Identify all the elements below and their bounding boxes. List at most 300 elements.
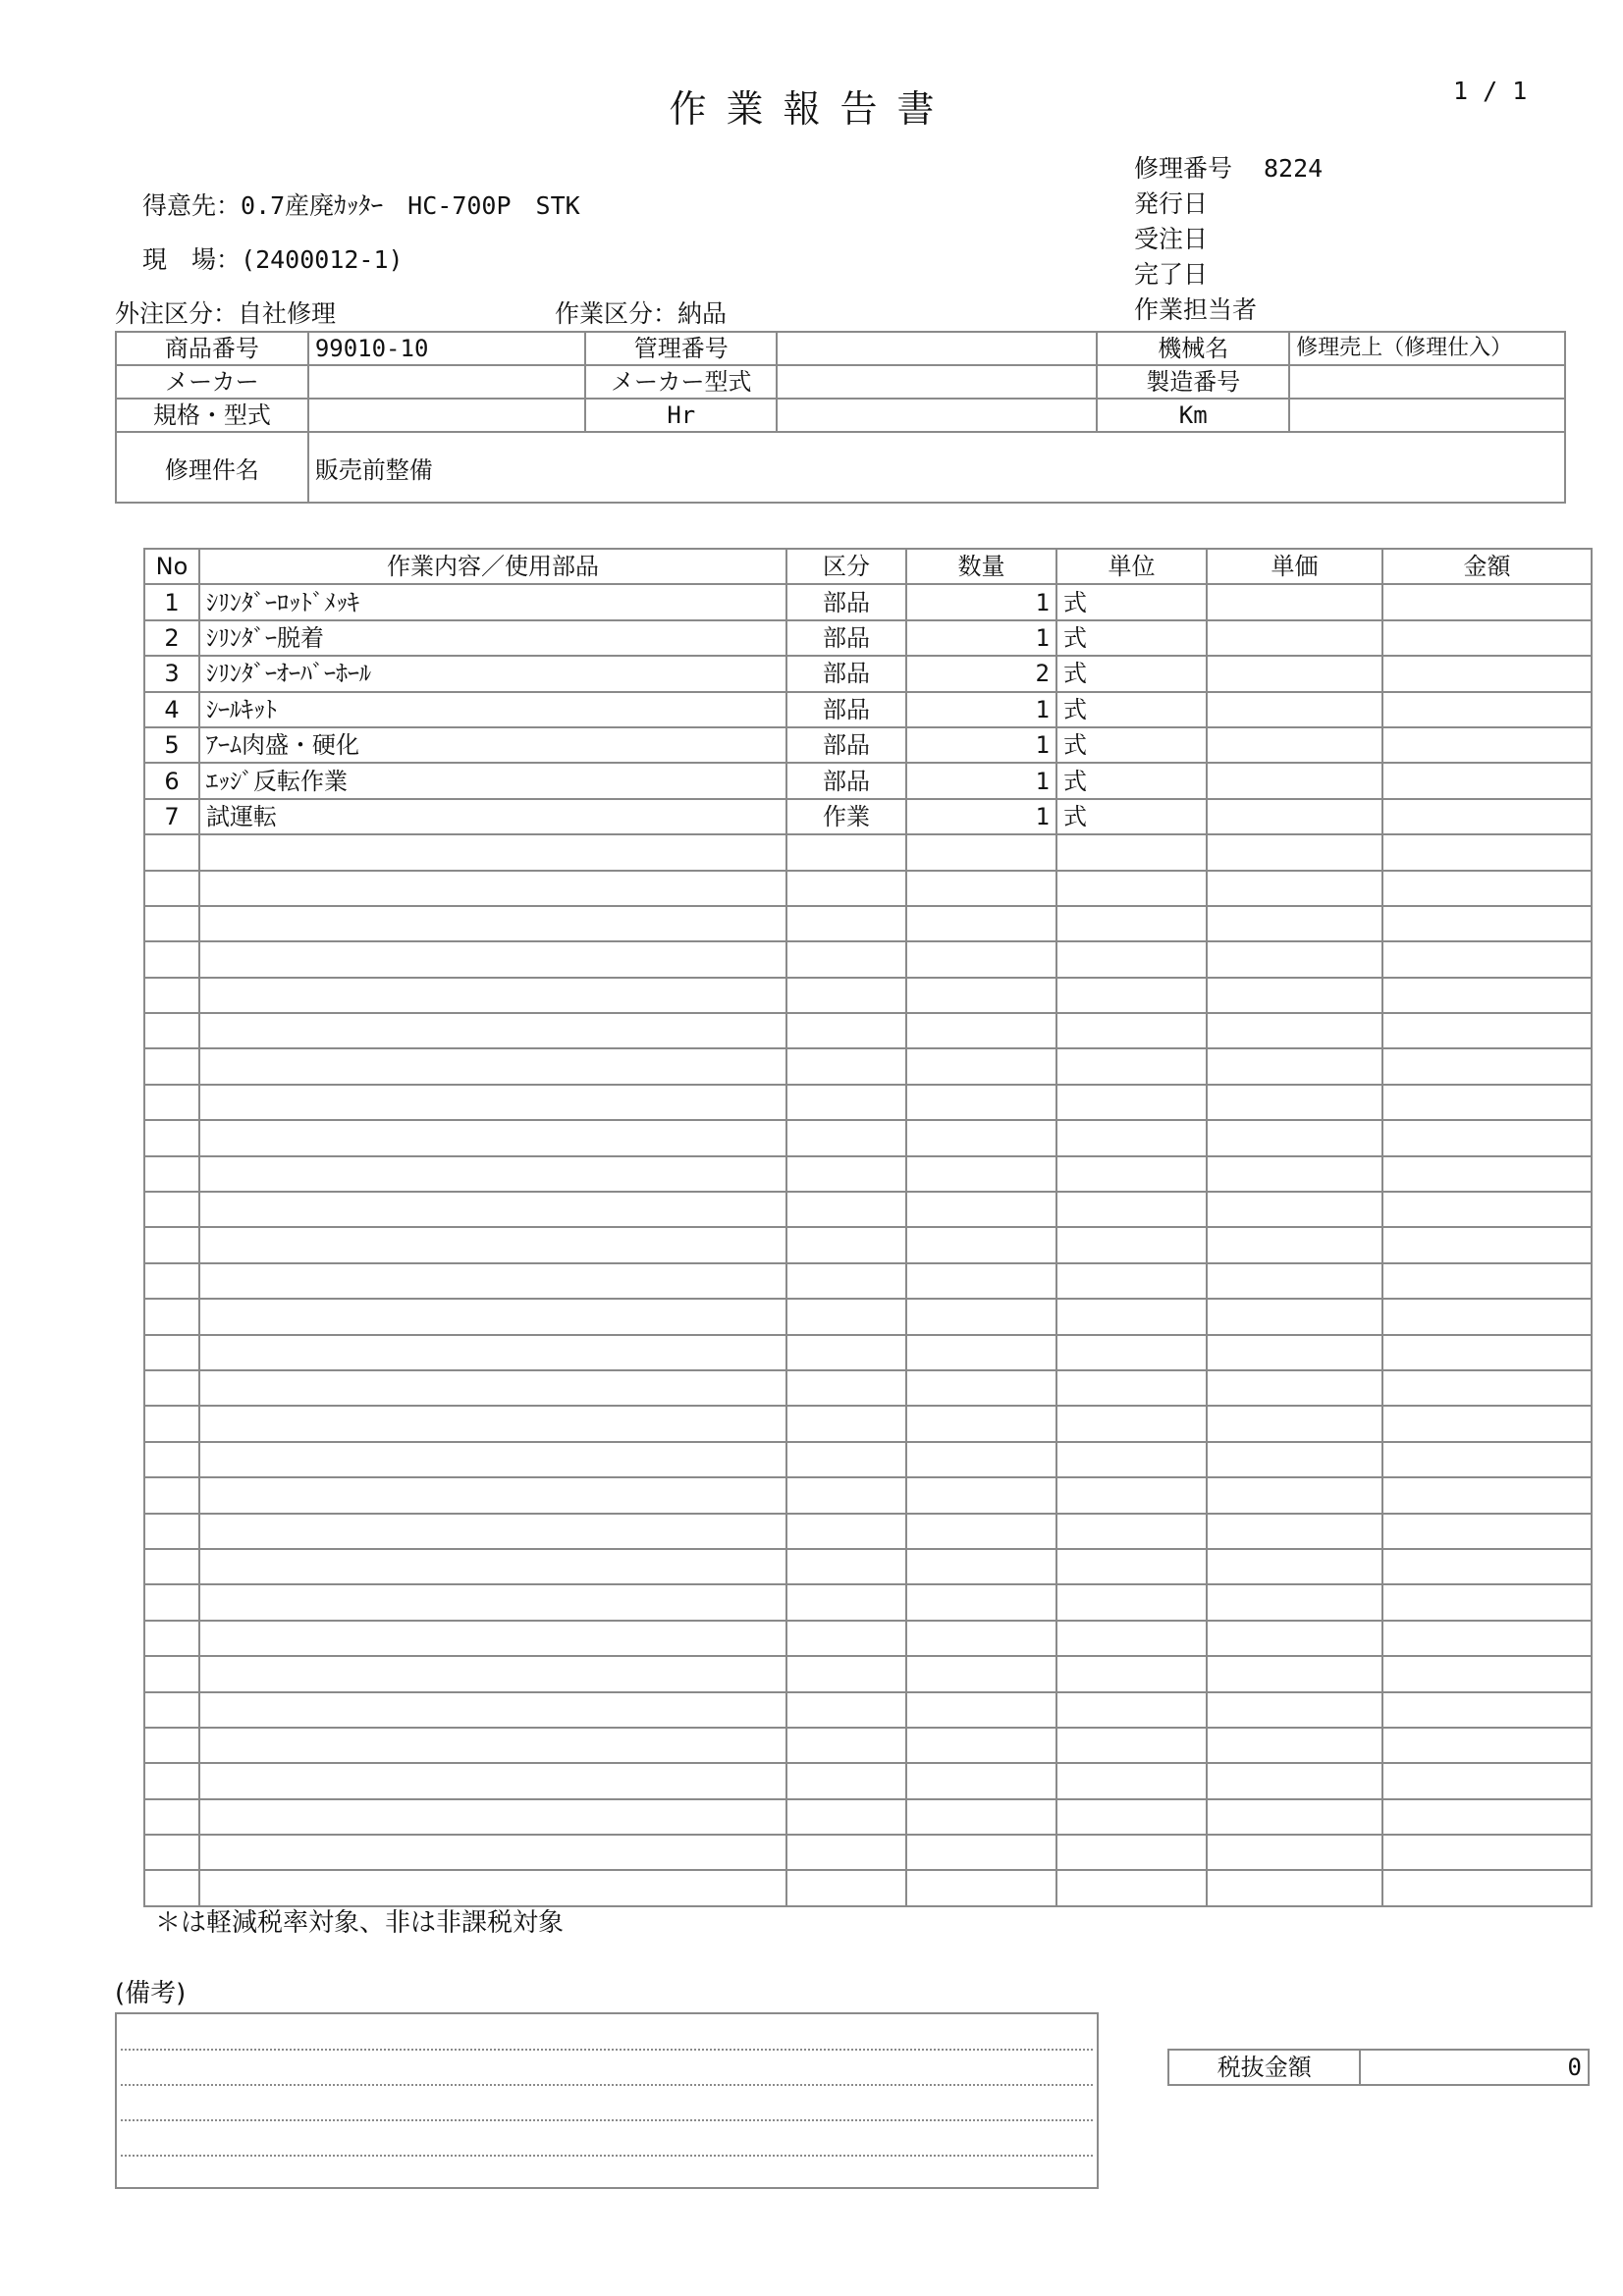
row-price	[1207, 1227, 1382, 1262]
remarks-line	[121, 2119, 1093, 2121]
row-kubun	[786, 906, 906, 941]
row-amount	[1382, 1227, 1592, 1262]
row-amount	[1382, 1656, 1592, 1691]
work-row-empty	[144, 1799, 1592, 1835]
row-amount	[1382, 1514, 1592, 1549]
row-price	[1207, 1335, 1382, 1370]
row-no	[144, 1870, 199, 1905]
row-qty	[906, 1442, 1056, 1477]
work-row-empty	[144, 1192, 1592, 1227]
row-amount	[1382, 1692, 1592, 1728]
col-header-no: No	[144, 549, 199, 584]
row-unit: 式	[1056, 727, 1207, 763]
row-no	[144, 1728, 199, 1763]
row-amount	[1382, 1870, 1592, 1905]
row-price	[1207, 1263, 1382, 1299]
row-no	[144, 871, 199, 906]
row-price	[1207, 1120, 1382, 1155]
col-header-kubun: 区分	[786, 549, 906, 584]
row-unit	[1056, 1584, 1207, 1620]
row-price	[1207, 871, 1382, 906]
work-row-empty	[144, 1370, 1592, 1406]
row-amount	[1382, 1192, 1592, 1227]
row-amount	[1382, 1406, 1592, 1441]
row-price	[1207, 978, 1382, 1013]
page-number: 1 / 1	[1453, 77, 1528, 105]
row-kubun	[786, 978, 906, 1013]
serial-value	[1289, 365, 1565, 399]
mgmt-no-value	[777, 332, 1097, 365]
row-price	[1207, 1406, 1382, 1441]
complete-date-label: 完了日	[1134, 260, 1209, 289]
row-kubun	[786, 1549, 906, 1584]
row-amount	[1382, 941, 1592, 977]
row-unit	[1056, 1335, 1207, 1370]
row-kubun	[786, 1370, 906, 1406]
repair-no-label: 修理番号	[1134, 154, 1233, 183]
site-label: 現 場：	[142, 245, 242, 274]
maker-model-label: メーカー型式	[585, 365, 777, 399]
row-unit	[1056, 1870, 1207, 1905]
total-table	[1167, 2049, 1590, 2086]
row-unit	[1056, 1048, 1207, 1084]
row-qty	[906, 906, 1056, 941]
row-desc	[199, 1335, 786, 1370]
total-value: 0	[1360, 2050, 1589, 2085]
row-amount	[1382, 1549, 1592, 1584]
row-unit	[1056, 941, 1207, 977]
remarks-line	[121, 2084, 1093, 2086]
row-desc	[199, 1299, 786, 1334]
row-no	[144, 1192, 199, 1227]
row-kubun	[786, 1192, 906, 1227]
row-amount	[1382, 978, 1592, 1013]
row-qty	[906, 1156, 1056, 1192]
work-type-value: 納品	[677, 299, 728, 328]
row-desc	[199, 1120, 786, 1155]
row-qty: 1	[906, 763, 1056, 798]
row-desc	[199, 1013, 786, 1048]
row-no: 3	[144, 656, 199, 691]
row-no	[144, 1335, 199, 1370]
row-no	[144, 1156, 199, 1192]
row-price	[1207, 834, 1382, 870]
row-no	[144, 834, 199, 870]
row-unit	[1056, 1692, 1207, 1728]
order-date-label: 受注日	[1134, 225, 1209, 253]
row-no	[144, 1442, 199, 1477]
total-label: 税抜金額	[1168, 2050, 1360, 2085]
row-amount	[1382, 1156, 1592, 1192]
row-price	[1207, 1370, 1382, 1406]
row-amount	[1382, 871, 1592, 906]
row-qty	[906, 834, 1056, 870]
row-desc	[199, 1514, 786, 1549]
row-no	[144, 941, 199, 977]
row-desc	[199, 1728, 786, 1763]
row-desc	[199, 871, 786, 906]
row-qty	[906, 1621, 1056, 1656]
row-kubun	[786, 1584, 906, 1620]
row-kubun	[786, 1299, 906, 1334]
row-desc	[199, 1870, 786, 1905]
col-header-amount: 金額	[1382, 549, 1592, 584]
row-qty	[906, 1549, 1056, 1584]
row-unit: 式	[1056, 656, 1207, 691]
site-line	[142, 240, 404, 276]
row-kubun: 部品	[786, 656, 906, 691]
work-row	[144, 584, 1592, 619]
work-row	[144, 799, 1592, 834]
row-no: 1	[144, 584, 199, 619]
row-no	[144, 1370, 199, 1406]
row-amount	[1382, 1799, 1592, 1835]
row-desc	[199, 1477, 786, 1513]
col-header-qty: 数量	[906, 549, 1056, 584]
work-row-empty	[144, 1728, 1592, 1763]
row-amount	[1382, 620, 1592, 656]
row-amount	[1382, 763, 1592, 798]
row-kubun	[786, 1870, 906, 1905]
row-no: 6	[144, 763, 199, 798]
hr-value	[777, 399, 1097, 432]
row-unit	[1056, 1120, 1207, 1155]
row-no	[144, 1299, 199, 1334]
row-unit	[1056, 1799, 1207, 1835]
serial-label: 製造番号	[1097, 365, 1289, 399]
work-row-empty	[144, 1085, 1592, 1120]
row-desc	[199, 1835, 786, 1870]
row-amount	[1382, 1584, 1592, 1620]
row-price	[1207, 656, 1382, 691]
row-desc: ｼｰﾙｷｯﾄ	[199, 692, 786, 727]
row-qty	[906, 1514, 1056, 1549]
row-amount	[1382, 1370, 1592, 1406]
row-qty: 1	[906, 799, 1056, 834]
product-no-value: 99010-10	[308, 332, 586, 365]
row-desc	[199, 1192, 786, 1227]
work-row-empty	[144, 1263, 1592, 1299]
row-price	[1207, 1621, 1382, 1656]
row-amount	[1382, 1085, 1592, 1120]
row-kubun	[786, 871, 906, 906]
remarks-line	[121, 2049, 1093, 2051]
maker-value	[308, 365, 586, 399]
row-amount	[1382, 834, 1592, 870]
row-desc	[199, 1692, 786, 1728]
row-unit: 式	[1056, 799, 1207, 834]
row-kubun: 部品	[786, 763, 906, 798]
row-no	[144, 1656, 199, 1691]
row-desc: ｼﾘﾝﾀﾞｰｵｰﾊﾞｰﾎｰﾙ	[199, 656, 786, 691]
row-amount	[1382, 1763, 1592, 1798]
row-no	[144, 906, 199, 941]
km-label: Km	[1097, 399, 1289, 432]
spec-value	[308, 399, 586, 432]
work-row	[144, 763, 1592, 798]
work-row	[144, 620, 1592, 656]
row-no	[144, 1835, 199, 1870]
row-amount	[1382, 1120, 1592, 1155]
row-price	[1207, 1763, 1382, 1798]
work-row-empty	[144, 1156, 1592, 1192]
row-kubun: 部品	[786, 620, 906, 656]
row-unit: 式	[1056, 584, 1207, 619]
row-kubun	[786, 1406, 906, 1441]
row-kubun	[786, 1085, 906, 1120]
row-price	[1207, 1514, 1382, 1549]
row-price	[1207, 941, 1382, 977]
row-desc	[199, 1549, 786, 1584]
row-kubun	[786, 1048, 906, 1084]
row-amount	[1382, 727, 1592, 763]
row-kubun: 部品	[786, 727, 906, 763]
col-header-desc: 作業内容／使用部品	[199, 549, 786, 584]
row-amount	[1382, 1013, 1592, 1048]
row-qty	[906, 1299, 1056, 1334]
row-amount	[1382, 1263, 1592, 1299]
remarks-label: (備考)	[115, 1979, 187, 2008]
row-no	[144, 1514, 199, 1549]
row-amount	[1382, 1835, 1592, 1870]
work-row-empty	[144, 1048, 1592, 1084]
row-unit	[1056, 1299, 1207, 1334]
work-row-empty	[144, 871, 1592, 906]
row-unit	[1056, 906, 1207, 941]
site-value: (2400012-1)	[241, 245, 404, 274]
work-table-header	[144, 549, 1592, 584]
row-qty	[906, 978, 1056, 1013]
col-header-price: 単価	[1207, 549, 1382, 584]
row-price	[1207, 1048, 1382, 1084]
maker-model-value	[777, 365, 1097, 399]
row-kubun	[786, 1728, 906, 1763]
row-unit	[1056, 1763, 1207, 1798]
row-unit: 式	[1056, 692, 1207, 727]
work-row-empty	[144, 1584, 1592, 1620]
row-desc	[199, 1263, 786, 1299]
outsource-label: 外注区分：	[115, 299, 239, 328]
machine-label: 機械名	[1097, 332, 1289, 365]
row-desc	[199, 1085, 786, 1120]
row-kubun	[786, 1013, 906, 1048]
work-row	[144, 692, 1592, 727]
work-row-empty	[144, 978, 1592, 1013]
work-row-empty	[144, 1299, 1592, 1334]
row-no: 2	[144, 620, 199, 656]
row-kubun	[786, 1763, 906, 1798]
row-qty	[906, 1263, 1056, 1299]
row-kubun	[786, 1799, 906, 1835]
work-row-empty	[144, 1477, 1592, 1513]
row-price	[1207, 1835, 1382, 1870]
row-qty	[906, 1870, 1056, 1905]
row-amount	[1382, 1728, 1592, 1763]
row-desc: ｱｰﾑ肉盛・硬化	[199, 727, 786, 763]
row-price	[1207, 727, 1382, 763]
work-row-empty	[144, 834, 1592, 870]
row-unit	[1056, 1728, 1207, 1763]
row-price	[1207, 1442, 1382, 1477]
work-row-empty	[144, 1406, 1592, 1441]
row-no: 4	[144, 692, 199, 727]
row-unit: 式	[1056, 763, 1207, 798]
row-kubun	[786, 1514, 906, 1549]
row-qty	[906, 1048, 1056, 1084]
hr-label: Hr	[585, 399, 777, 432]
row-price	[1207, 1584, 1382, 1620]
machine-value: 修理売上（修理仕入）	[1289, 332, 1565, 365]
row-no	[144, 978, 199, 1013]
km-value	[1289, 399, 1565, 432]
row-kubun	[786, 834, 906, 870]
row-unit	[1056, 1621, 1207, 1656]
outsource-value: 自社修理	[238, 299, 337, 328]
repair-name-label: 修理件名	[116, 432, 308, 503]
row-desc	[199, 906, 786, 941]
row-price	[1207, 1728, 1382, 1763]
row-qty	[906, 1406, 1056, 1441]
spec-label: 規格・型式	[116, 399, 308, 432]
row-desc	[199, 941, 786, 977]
row-no: 7	[144, 799, 199, 834]
row-desc	[199, 1763, 786, 1798]
row-qty: 2	[906, 656, 1056, 691]
outsource-line	[115, 294, 336, 330]
work-row-empty	[144, 1549, 1592, 1584]
row-desc	[199, 1656, 786, 1691]
row-no	[144, 1227, 199, 1262]
row-desc: ｼﾘﾝﾀﾞｰ脱着	[199, 620, 786, 656]
row-kubun	[786, 1156, 906, 1192]
row-unit	[1056, 1549, 1207, 1584]
row-no	[144, 1013, 199, 1048]
work-row-empty	[144, 1514, 1592, 1549]
row-desc	[199, 1621, 786, 1656]
row-price	[1207, 1013, 1382, 1048]
row-no	[144, 1406, 199, 1441]
row-desc	[199, 1584, 786, 1620]
row-kubun	[786, 1621, 906, 1656]
product-no-label: 商品番号	[116, 332, 308, 365]
row-desc	[199, 1370, 786, 1406]
row-unit	[1056, 834, 1207, 870]
row-price	[1207, 763, 1382, 798]
customer-line	[142, 187, 580, 222]
row-amount	[1382, 1299, 1592, 1334]
row-no	[144, 1692, 199, 1728]
row-kubun	[786, 1477, 906, 1513]
row-qty	[906, 1370, 1056, 1406]
row-amount	[1382, 1442, 1592, 1477]
row-qty	[906, 1013, 1056, 1048]
info-table	[115, 331, 1566, 504]
work-row-empty	[144, 1763, 1592, 1798]
row-desc: ｼﾘﾝﾀﾞｰﾛｯﾄﾞﾒｯｷ	[199, 584, 786, 619]
row-qty	[906, 1477, 1056, 1513]
col-header-unit: 単位	[1056, 549, 1207, 584]
row-amount	[1382, 584, 1592, 619]
row-kubun	[786, 1692, 906, 1728]
row-unit	[1056, 1477, 1207, 1513]
row-price	[1207, 1299, 1382, 1334]
row-kubun: 部品	[786, 584, 906, 619]
row-qty	[906, 1335, 1056, 1370]
row-unit	[1056, 1192, 1207, 1227]
row-amount	[1382, 1335, 1592, 1370]
row-no	[144, 1621, 199, 1656]
row-desc	[199, 1048, 786, 1084]
row-qty: 1	[906, 584, 1056, 619]
row-price	[1207, 584, 1382, 619]
row-desc	[199, 1156, 786, 1192]
row-unit	[1056, 1656, 1207, 1691]
row-no: 5	[144, 727, 199, 763]
issue-date-label: 発行日	[1134, 189, 1209, 218]
work-row-empty	[144, 1621, 1592, 1656]
remarks-line	[121, 2155, 1093, 2157]
row-unit	[1056, 1085, 1207, 1120]
row-price	[1207, 1156, 1382, 1192]
row-unit	[1056, 1156, 1207, 1192]
row-no	[144, 1549, 199, 1584]
row-unit	[1056, 1514, 1207, 1549]
row-unit	[1056, 1835, 1207, 1870]
row-qty	[906, 1120, 1056, 1155]
document-title: 作業報告書	[669, 87, 954, 131]
repair-no-value: 8224	[1263, 154, 1324, 183]
row-unit	[1056, 978, 1207, 1013]
mgmt-no-label: 管理番号	[585, 332, 777, 365]
row-qty	[906, 1692, 1056, 1728]
row-kubun	[786, 1656, 906, 1691]
row-qty	[906, 1085, 1056, 1120]
row-kubun	[786, 1835, 906, 1870]
work-row	[144, 656, 1592, 691]
row-amount	[1382, 692, 1592, 727]
row-desc	[199, 834, 786, 870]
customer-label: 得意先：	[142, 191, 242, 220]
row-kubun: 作業	[786, 799, 906, 834]
row-desc	[199, 1406, 786, 1441]
row-price	[1207, 1656, 1382, 1691]
row-kubun: 部品	[786, 692, 906, 727]
row-price	[1207, 692, 1382, 727]
row-amount	[1382, 906, 1592, 941]
row-unit	[1056, 1013, 1207, 1048]
row-desc	[199, 978, 786, 1013]
row-no	[144, 1763, 199, 1798]
row-no	[144, 1799, 199, 1835]
remarks-box	[115, 2012, 1099, 2189]
row-amount	[1382, 799, 1592, 834]
work-type-label: 作業区分：	[555, 299, 678, 328]
row-desc	[199, 1799, 786, 1835]
row-qty	[906, 1192, 1056, 1227]
work-row-empty	[144, 1227, 1592, 1262]
work-row-empty	[144, 1656, 1592, 1691]
row-unit	[1056, 1227, 1207, 1262]
tax-note: ＊は軽減税率対象、非は非課税対象	[155, 1908, 565, 1938]
customer-value: 0.7産廃ｶｯﾀｰ HC-700P STK	[241, 191, 580, 220]
row-unit	[1056, 871, 1207, 906]
row-no	[144, 1120, 199, 1155]
row-desc	[199, 1442, 786, 1477]
row-no	[144, 1584, 199, 1620]
staff-label: 作業担当者	[1134, 295, 1258, 324]
work-row-empty	[144, 906, 1592, 941]
row-price	[1207, 1477, 1382, 1513]
